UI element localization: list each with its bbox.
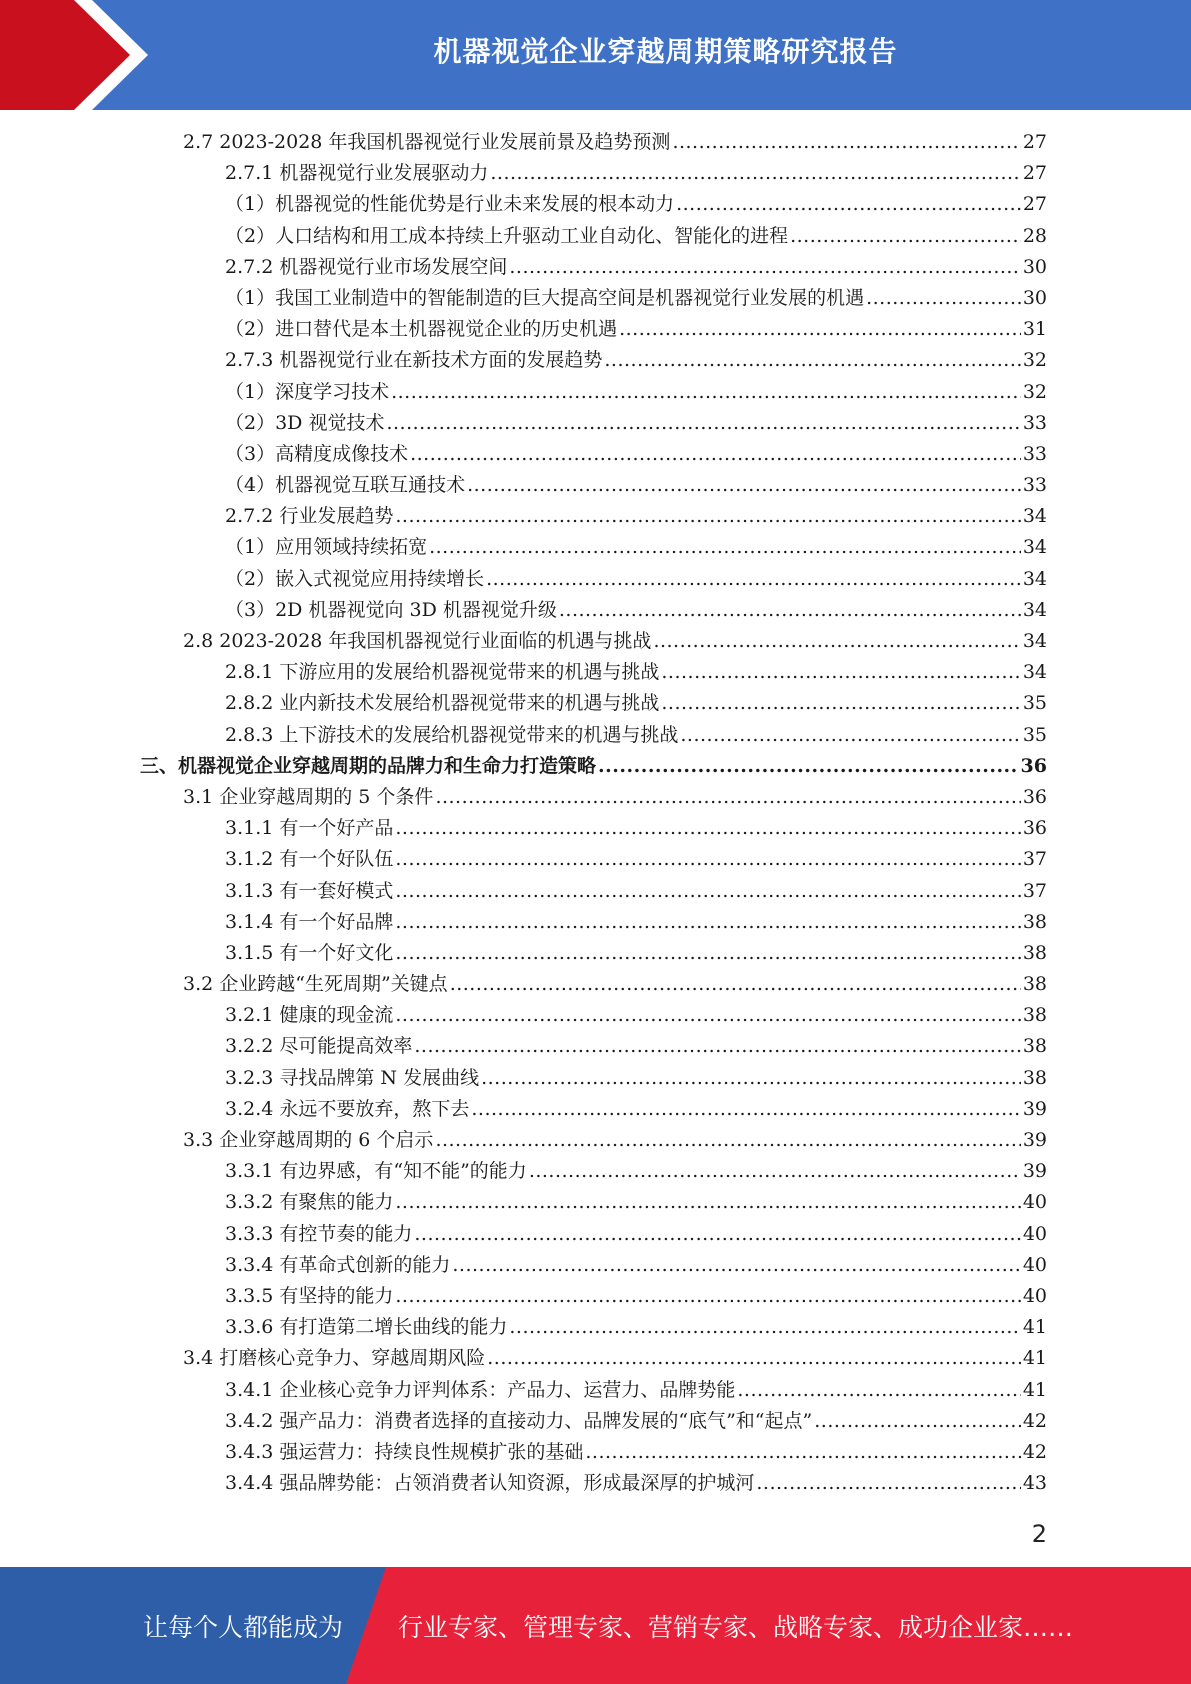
toc-leader-dots — [471, 1094, 1020, 1125]
toc-entry-page: 30 — [1022, 286, 1047, 309]
toc-leader-dots — [435, 1125, 1020, 1156]
toc-entry-page: 34 — [1022, 598, 1047, 621]
toc-leader-dots — [756, 1468, 1020, 1499]
toc-entry-page: 33 — [1022, 411, 1047, 434]
toc-entry[interactable] — [140, 1094, 1047, 1125]
report-title: 机器视觉企业穿越周期策略研究报告 — [433, 35, 898, 68]
toc-entry-title: （1）我国工业制造中的智能制造的巨大提高空间是机器视觉行业发展的机遇 — [225, 286, 865, 309]
toc-entry-title: 3.3.1 有边界感，有“知不能”的能力 — [225, 1160, 527, 1183]
footer-slogan-right: 行业专家、管理专家、营销专家、战略专家、成功企业家…… — [398, 1612, 1074, 1642]
toc-leader-dots — [481, 1063, 1021, 1094]
toc-leader-dots — [414, 1031, 1020, 1062]
toc-entry-page: 39 — [1022, 1160, 1047, 1183]
toc-leader-dots — [604, 345, 1020, 376]
toc-entry-page: 39 — [1022, 1097, 1047, 1120]
toc-entry[interactable] — [140, 1125, 1047, 1156]
toc-entry-page: 32 — [1022, 349, 1047, 372]
toc-leader-dots — [661, 657, 1020, 688]
toc-entry[interactable] — [140, 907, 1047, 938]
toc-entry[interactable] — [140, 782, 1047, 813]
toc-entry-title: 3.3.4 有革命式创新的能力 — [225, 1253, 451, 1276]
toc-entry[interactable] — [140, 1375, 1047, 1406]
toc-entry-page: 36 — [1020, 754, 1047, 777]
toc-leader-dots — [676, 189, 1021, 220]
toc-entry[interactable] — [140, 657, 1047, 688]
toc-entry[interactable] — [140, 876, 1047, 907]
toc-entry-page: 34 — [1022, 661, 1047, 684]
toc-leader-dots — [395, 844, 1020, 875]
toc-entry-page: 40 — [1022, 1191, 1047, 1214]
toc-entry-title: （2）进口替代是本土机器视觉企业的历史机遇 — [225, 318, 618, 341]
toc-leader-dots — [598, 751, 1019, 782]
toc-entry[interactable] — [140, 439, 1047, 470]
toc-entry-title: 3.1.2 有一个好队伍 — [225, 848, 394, 871]
toc-entry-title: 3.2.2 尽可能提高效率 — [225, 1035, 413, 1058]
toc-entry-page: 28 — [1022, 224, 1047, 247]
toc-entry-page: 38 — [1022, 1004, 1047, 1027]
toc-entry[interactable] — [140, 813, 1047, 844]
toc-leader-dots — [559, 595, 1021, 626]
toc-entry-title: 3.2.1 健康的现金流 — [225, 1004, 394, 1027]
toc-entry[interactable] — [140, 377, 1047, 408]
toc-leader-dots — [585, 1437, 1020, 1468]
toc-entry-title: （4）机器视觉互联互通技术 — [225, 474, 466, 497]
toc-entry-page: 38 — [1022, 941, 1047, 964]
toc-entry-page: 41 — [1022, 1347, 1047, 1370]
toc-entry-page: 38 — [1022, 910, 1047, 933]
toc-entry-page: 35 — [1022, 692, 1047, 715]
toc-entry-page: 31 — [1022, 318, 1047, 341]
toc-entry-page: 34 — [1022, 630, 1047, 652]
toc-entry[interactable] — [140, 501, 1047, 532]
toc-leader-dots — [435, 782, 1020, 813]
toc-entry-title: 3.1.1 有一个好产品 — [225, 817, 394, 840]
toc-entry-title: （3）高精度成像技术 — [225, 442, 409, 465]
toc-leader-dots — [414, 1219, 1020, 1250]
toc-leader-dots — [866, 283, 1021, 314]
toc-entry-title: 3.2.3 寻找品牌第 N 发展曲线 — [225, 1066, 480, 1089]
toc-leader-dots — [452, 1250, 1020, 1281]
toc-entry[interactable] — [140, 189, 1047, 220]
toc-entry-page: 38 — [1022, 1066, 1047, 1089]
toc-entry-page: 27 — [1022, 131, 1047, 153]
toc-entry-page: 36 — [1022, 817, 1047, 840]
toc-entry-title: 3.3 企业穿越周期的 6 个启示 — [183, 1129, 434, 1151]
toc-entry[interactable] — [140, 969, 1047, 1000]
toc-entry-page: 27 — [1022, 162, 1047, 185]
toc-entry-title: 3.4.2 强产品力：消费者选择的直接动力、品牌发展的“底气”和“起点” — [225, 1409, 813, 1432]
toc-entry-title: 3.3.3 有控节奏的能力 — [225, 1222, 413, 1245]
toc-entry[interactable] — [140, 595, 1047, 626]
toc-entry[interactable] — [140, 1312, 1047, 1343]
toc-leader-dots — [619, 314, 1021, 345]
toc-entry[interactable] — [140, 283, 1047, 314]
toc-leader-dots — [395, 1000, 1020, 1031]
toc-entry-title: 3.2.4 永远不要放弃，熬下去 — [225, 1097, 470, 1120]
toc-entry-page: 32 — [1022, 380, 1047, 403]
toc-entry-title: 3.4.1 企业核心竞争力评判体系：产品力、运营力、品牌势能 — [225, 1378, 736, 1401]
toc-entry[interactable] — [140, 1000, 1047, 1031]
toc-leader-dots — [395, 501, 1020, 532]
toc-leader-dots — [487, 1343, 1021, 1374]
toc-entry[interactable] — [140, 1156, 1047, 1187]
toc-leader-dots — [395, 1281, 1020, 1312]
toc-entry-title: （1）机器视觉的性能优势是行业未来发展的根本动力 — [225, 193, 675, 216]
toc-leader-dots — [395, 1187, 1020, 1218]
toc-entry[interactable] — [140, 564, 1047, 595]
toc-entry-title: 3.3.5 有坚持的能力 — [225, 1284, 394, 1307]
toc-leader-dots — [450, 969, 1021, 1000]
toc-entry-page: 36 — [1022, 785, 1047, 808]
toc-entry[interactable] — [140, 1281, 1047, 1312]
toc-leader-dots — [386, 408, 1020, 439]
page-footer — [0, 1567, 1191, 1684]
toc-entry-page: 30 — [1022, 255, 1047, 278]
toc-entry-title: 3.3.6 有打造第二增长曲线的能力 — [225, 1316, 508, 1339]
toc-entry-title: 2.7.3 机器视觉行业在新技术方面的发展趋势 — [225, 349, 603, 372]
toc-leader-dots — [814, 1406, 1021, 1437]
toc-entry-page: 43 — [1022, 1472, 1047, 1495]
toc-entry[interactable] — [140, 751, 1047, 782]
toc-entry-title: 2.7.2 机器视觉行业市场发展空间 — [225, 255, 508, 278]
toc-leader-dots — [653, 626, 1020, 657]
toc-entry[interactable] — [140, 158, 1047, 189]
toc-entry[interactable] — [140, 345, 1047, 376]
toc-entry[interactable] — [140, 688, 1047, 719]
toc-entry-page: 27 — [1022, 193, 1047, 216]
toc-entry-title: （1）深度学习技术 — [225, 380, 390, 403]
toc-entry-title: （2）人口结构和用工成本持续上升驱动工业自动化、智能化的进程 — [225, 224, 789, 247]
toc-entry[interactable] — [140, 1468, 1047, 1499]
toc-entry-page: 33 — [1022, 474, 1047, 497]
toc-leader-dots — [395, 907, 1020, 938]
toc-leader-dots — [429, 532, 1021, 563]
toc-entry-title: 2.8.1 下游应用的发展给机器视觉带来的机遇与挑战 — [225, 661, 660, 684]
toc-leader-dots — [661, 688, 1020, 719]
toc-entry[interactable] — [140, 1219, 1047, 1250]
toc-entry[interactable] — [140, 470, 1047, 501]
table-of-contents — [140, 127, 1047, 1499]
toc-entry[interactable] — [140, 532, 1047, 563]
toc-entry-title: 2.7 2023-2028 年我国机器视觉行业发展前景及趋势预测 — [183, 131, 671, 153]
toc-entry[interactable] — [140, 844, 1047, 875]
toc-entry-title: （2）嵌入式视觉应用持续增长 — [225, 567, 485, 590]
page-number: 2 — [1031, 1520, 1047, 1548]
toc-entry-page: 38 — [1022, 1035, 1047, 1058]
toc-entry-title: 2.8.3 上下游技术的发展给机器视觉带来的机遇与挑战 — [225, 723, 679, 746]
toc-entry-page: 33 — [1022, 442, 1047, 465]
toc-leader-dots — [391, 377, 1021, 408]
footer-slogan-left: 让每个人都能成为 — [143, 1612, 344, 1642]
toc-entry[interactable] — [140, 938, 1047, 969]
toc-leader-dots — [509, 1312, 1020, 1343]
toc-leader-dots — [395, 813, 1020, 844]
toc-entry-page: 34 — [1022, 505, 1047, 528]
toc-entry[interactable] — [140, 408, 1047, 439]
toc-entry-page: 42 — [1022, 1409, 1047, 1432]
toc-entry-page: 37 — [1022, 879, 1047, 902]
toc-entry-page: 35 — [1022, 723, 1047, 746]
toc-leader-dots — [680, 720, 1020, 751]
toc-entry[interactable] — [140, 314, 1047, 345]
toc-entry-page: 40 — [1022, 1284, 1047, 1307]
toc-leader-dots — [737, 1375, 1020, 1406]
toc-entry-title: 2.7.1 机器视觉行业发展驱动力 — [225, 162, 489, 185]
toc-entry-title: （3）2D 机器视觉向 3D 机器视觉升级 — [225, 598, 557, 621]
toc-leader-dots — [490, 158, 1020, 189]
toc-entry[interactable] — [140, 1406, 1047, 1437]
toc-leader-dots — [672, 127, 1020, 158]
toc-entry-title: 3.4.3 强运营力：持续良性规模扩张的基础 — [225, 1440, 584, 1463]
toc-entry-page: 34 — [1022, 567, 1047, 590]
toc-leader-dots — [529, 1156, 1021, 1187]
toc-entry-title: 3.3.2 有聚焦的能力 — [225, 1191, 394, 1214]
toc-entry-page: 37 — [1022, 848, 1047, 871]
page-header — [0, 0, 1191, 110]
toc-entry-page: 38 — [1022, 973, 1047, 996]
toc-entry-page: 40 — [1022, 1253, 1047, 1276]
toc-entry-title: （2）3D 视觉技术 — [225, 411, 385, 434]
toc-entry-title: 2.8 2023-2028 年我国机器视觉行业面临的机遇与挑战 — [183, 630, 652, 652]
toc-leader-dots — [486, 564, 1021, 595]
toc-entry-title: 2.7.2 行业发展趋势 — [225, 505, 394, 528]
toc-entry-page: 34 — [1022, 536, 1047, 559]
toc-entry-title: 3.1.4 有一个好品牌 — [225, 910, 394, 933]
toc-entry-page: 42 — [1022, 1440, 1047, 1463]
toc-entry[interactable] — [140, 252, 1047, 283]
toc-entry-page: 41 — [1022, 1378, 1047, 1401]
toc-leader-dots — [395, 938, 1020, 969]
toc-entry[interactable] — [140, 626, 1047, 657]
toc-entry[interactable] — [140, 127, 1047, 158]
toc-entry-title: 三、机器视觉企业穿越周期的品牌力和生命力打造策略 — [140, 754, 597, 777]
toc-entry[interactable] — [140, 1250, 1047, 1281]
toc-entry-page: 39 — [1022, 1129, 1047, 1151]
toc-leader-dots — [410, 439, 1021, 470]
toc-entry-page: 41 — [1022, 1316, 1047, 1339]
toc-entry-title: 3.1.5 有一个好文化 — [225, 941, 394, 964]
toc-entry[interactable] — [140, 1437, 1047, 1468]
toc-entry-title: 3.1 企业穿越周期的 5 个条件 — [183, 785, 434, 808]
toc-entry-page: 40 — [1022, 1222, 1047, 1245]
toc-entry[interactable] — [140, 1187, 1047, 1218]
toc-entry[interactable] — [140, 1063, 1047, 1094]
toc-leader-dots — [395, 876, 1020, 907]
toc-entry-title: 3.4.4 强品牌势能：占领消费者认知资源，形成最深厚的护城河 — [225, 1472, 755, 1495]
toc-leader-dots — [509, 252, 1020, 283]
toc-entry[interactable] — [140, 720, 1047, 751]
toc-entry[interactable] — [140, 1031, 1047, 1062]
toc-entry-title: 3.2 企业跨越“生死周期”关键点 — [183, 973, 448, 996]
toc-leader-dots — [467, 470, 1021, 501]
toc-entry[interactable] — [140, 221, 1047, 252]
toc-entry-title: 3.4 打磨核心竞争力、穿越周期风险 — [183, 1347, 486, 1370]
toc-entry[interactable] — [140, 1343, 1047, 1374]
toc-entry-title: （1）应用领域持续拓宽 — [225, 536, 428, 559]
toc-entry-title: 2.8.2 业内新技术发展给机器视觉带来的机遇与挑战 — [225, 692, 660, 715]
toc-leader-dots — [790, 221, 1021, 252]
toc-entry-title: 3.1.3 有一套好模式 — [225, 879, 394, 902]
